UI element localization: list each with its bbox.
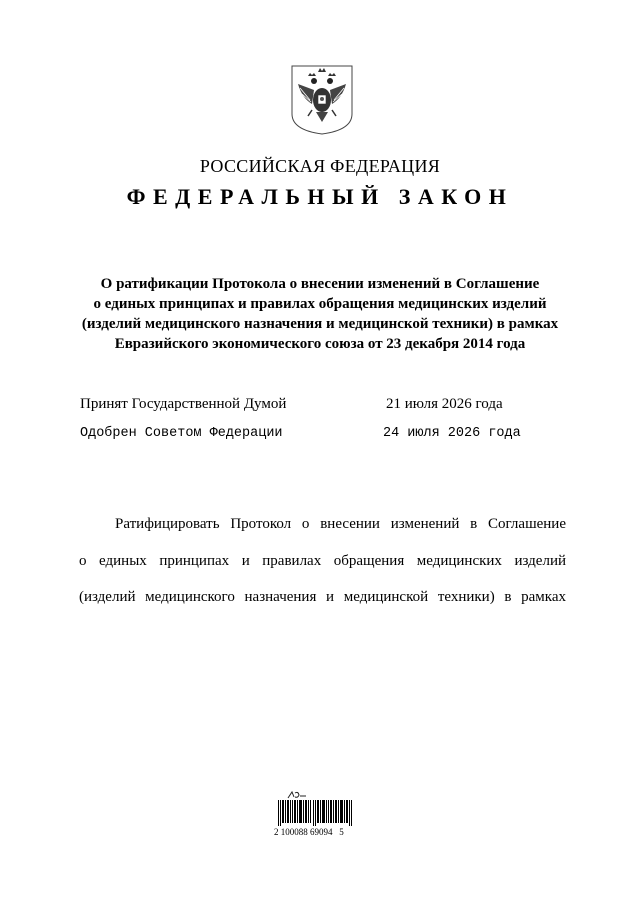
country-name: РОССИЙСКАЯ ФЕДЕРАЦИЯ	[199, 156, 441, 176]
law-title	[70, 274, 570, 354]
body-line: о единых принципах и правилах обращения медицинских изделий	[79, 552, 566, 569]
body-line: Ратифицировать Протокол о внесении изменений в Соглашение	[115, 516, 566, 532]
law-body-text	[79, 506, 566, 616]
law-title-line: Евразийского экономического союза от 23 декабря 2014 года	[114, 336, 526, 352]
coat-of-arms-icon	[290, 64, 354, 136]
law-type-heading: ФЕДЕРАЛЬНЫЙ ЗАКОН	[126, 184, 514, 209]
signature-mark-icon	[286, 790, 308, 800]
barcode-number: 2 100088 69094 5	[274, 827, 344, 837]
duma-adoption-label: Принят Государственной Думой	[80, 396, 287, 412]
duma-adoption-date: 21 июля 2026 года	[386, 396, 503, 412]
barcode-bars-icon	[278, 800, 354, 826]
council-approval-date: 24 июля 2026 года	[383, 426, 521, 441]
law-title-line: (изделий медицинского назначения и медицинской техники) в рамках	[81, 316, 559, 332]
law-title-line: о единых принципах и правилах обращения медицинских изделий	[93, 296, 547, 312]
body-line: (изделий медицинского назначения и медицинской техники) в рамках	[79, 589, 566, 605]
document-barcode	[274, 790, 364, 842]
law-title-line: О ратификации Протокола о внесении изменений в Соглашение	[100, 276, 540, 292]
council-approval-label: Одобрен Советом Федерации	[80, 426, 283, 441]
